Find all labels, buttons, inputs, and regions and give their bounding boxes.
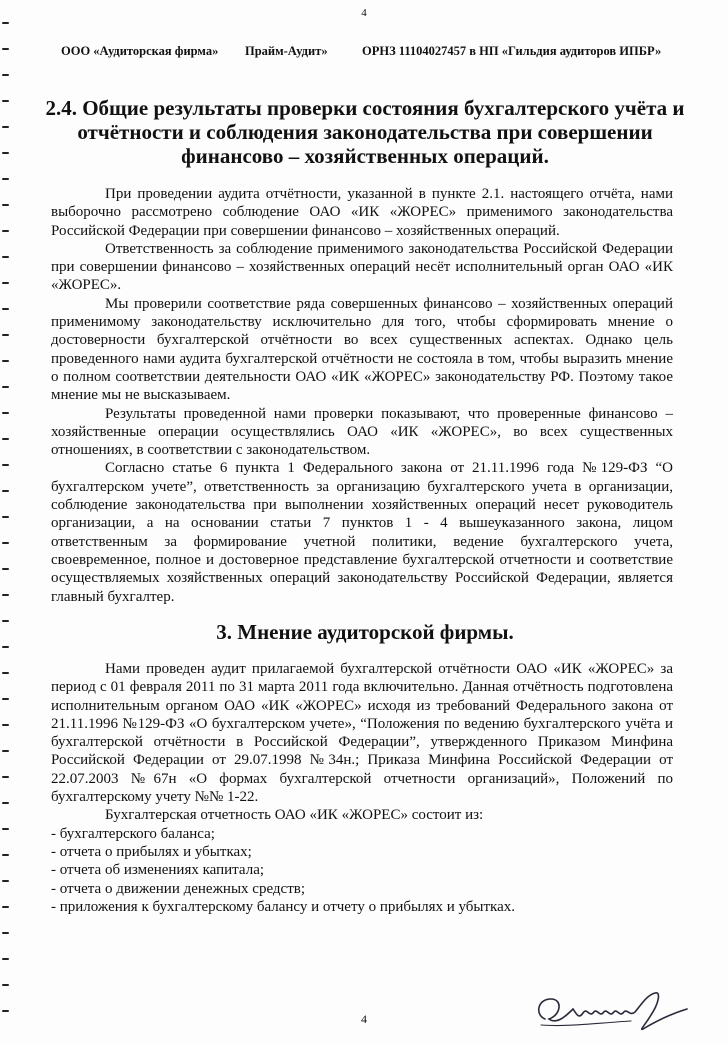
handwritten-signature <box>527 985 697 1035</box>
document-header <box>61 44 661 78</box>
paragraph: Согласно статье 6 пункта 1 Федерального закона от 21.11.1996 года №129-ФЗ “О бухгалтерском учете”, ответственность за организацию бухгалтерского учета в организации, соблюдение законодательства при выполнении хозяйственных операций несет руководитель организации, а на основании статьи 7 пунктов 1 - 4 вышеуказанного закона, лицом ответственным за формирование учетной политики, ведение бухгалтерского учета, своевременное, полное и достоверное представление бухгалтерской отчетности и соответствие осуществляемых хозяйственных операций законодательству Российской Федерации, является главный бухгалтер. <box>51 460 673 605</box>
list-item: - отчета об изменениях капитала; <box>51 862 265 879</box>
list-item: - отчета о движении денежных средств; <box>51 880 306 897</box>
page-number-top: 4 <box>361 7 367 19</box>
list-item: - приложения к бухгалтерскому балансу и отчету о прибылях и убытках. <box>51 898 516 915</box>
paragraph: Бухгалтерская отчетность ОАО «ИК «ЖОРЕС» состоит из: <box>105 807 484 824</box>
scan-binding-marks <box>0 0 14 1043</box>
section-3-title: 3. Мнение аудиторской фирмы. <box>216 620 514 644</box>
header-registration: ОРНЗ 11104027457 в НП «Гильдия аудиторов ИПБР» <box>362 44 662 58</box>
section-2-4-body <box>51 185 673 606</box>
paragraph: Мы проверили соответствие ряда совершенных финансово – хозяйственных операций применимому законодательству исключительно для того, чтобы сформировать мнение о достоверности бухгалтерской отчётности во всех существенных аспектах. Однако цель проведенного нами аудита бухгалтерской отчётности не состояла в том, чтобы выразить мнение о полном соответствии деятельности ОАО «ИК «ЖОРЕС» законодательству РФ. Поэтому такое мнение мы не высказываем. <box>51 295 673 404</box>
list-item: - бухгалтерского баланса; <box>51 825 215 842</box>
page-number-bottom: 4 <box>361 1012 367 1026</box>
paragraph: Ответственность за соблюдение применимого законодательства Российской Федерации при совершении финансово – хозяйственных операций несёт исполнительный орган ОАО «ИК «ЖОРЕС». <box>51 240 673 294</box>
section-2-4-title: 2.4. Общие результаты проверки состояния бухгалтерского учёта и отчётности и соблюдения законодательства при совершении финансово – хозяйственных операций. <box>45 96 685 168</box>
header-brand: Прайм-Аудит» <box>245 44 328 58</box>
report-components-list <box>51 825 673 916</box>
paragraph: Результаты проведенной нами проверки показывают, что проверенные финансово – хозяйственные операции осуществлялись ОАО «ИК «ЖОРЕС», во всех существенных отношениях, в соответствии с законодательством. <box>51 405 673 459</box>
list-item: - отчета о прибылях и убытках; <box>51 843 252 860</box>
paragraph: Нами проведен аудит прилагаемой бухгалтерской отчётности ОАО «ИК «ЖОРЕС» за период с 01 февраля 2011 по 31 марта 2011 года включительно. Данная отчётность подготовлена исполнительным органом ОАО «ИК «ЖОРЕС» исходя из требований Федерального закона от 21.11.1996 №129-ФЗ «О бухгалтерском учете», “Положения по ведению бухгалтерского учёта и бухгалтерской отчётности в Российской Федерации”, утвержденного Приказом Минфина Российской Федерации от 29.07.1998 №34н.; Приказа Минфина Российской Федерации от 22.07.2003 №67н «О формах бухгалтерской отчетности организаций», Положений по бухгалтерскому учету №№ 1-22. <box>51 661 673 806</box>
paragraph: При проведении аудита отчётности, указанной в пункте 2.1. настоящего отчёта, нами выборочно рассмотрено соблюдение ОАО «ИК «ЖОРЕС» применимого законодательства Российской Федерации при совершении финансово – хозяйственных операций. <box>51 186 673 239</box>
header-firm-name: ООО «Аудиторская фирма» <box>61 44 219 58</box>
section-3-body <box>51 660 673 916</box>
